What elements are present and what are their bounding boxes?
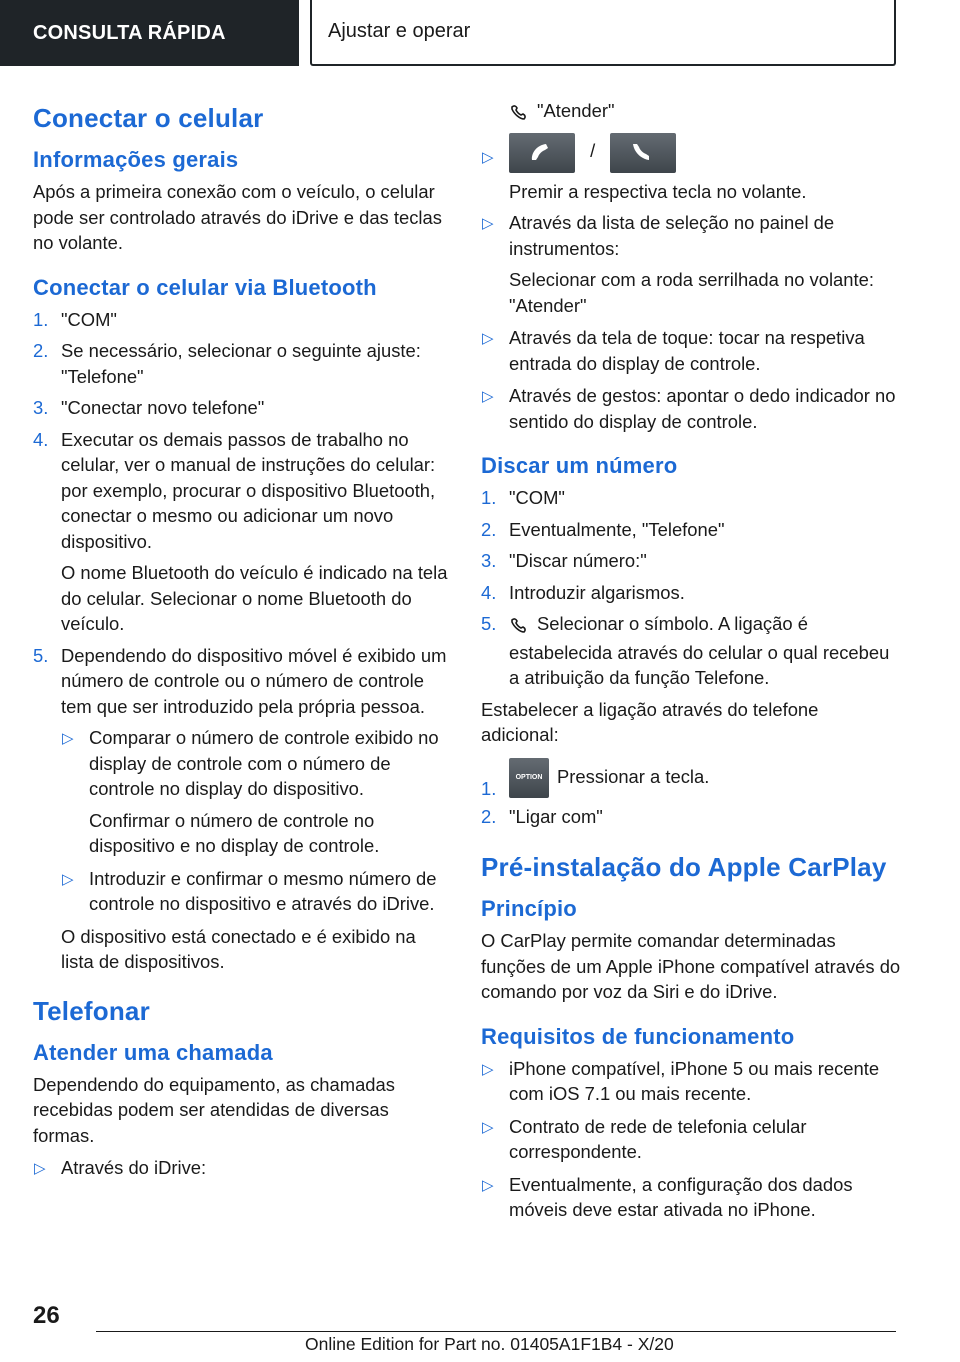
step-number: 5. bbox=[33, 644, 49, 666]
list-item bbox=[33, 307, 453, 333]
step-end-text: O dispositivo está conectado e é exibido na lista de dispositivos. bbox=[61, 925, 416, 972]
list-item bbox=[481, 1114, 901, 1165]
step-number: 1. bbox=[481, 777, 497, 799]
phone-icon bbox=[509, 614, 531, 640]
triangle-bullet-icon: ▷ bbox=[482, 330, 494, 347]
list-item bbox=[481, 210, 901, 318]
bullet-text: iPhone compatível, iPhone 5 ou mais recente com iOS 7.1 ou mais recente. bbox=[509, 1057, 880, 1104]
heading-dial-number: Discar um número bbox=[481, 453, 678, 478]
list-item bbox=[481, 580, 901, 606]
phone-icon bbox=[509, 101, 531, 127]
step-number: 5. bbox=[481, 613, 497, 634]
step-number: 3. bbox=[481, 550, 497, 571]
triangle-bullet-icon: ▷ bbox=[482, 148, 494, 166]
heading-principle: Princípio bbox=[481, 896, 577, 921]
step-text: "Ligar com" bbox=[509, 805, 603, 827]
bullet-text: Contrato de rede de telefonia celular correspondente. bbox=[509, 1115, 807, 1162]
answer-text: Dependendo do equipamento, as chamadas recebidas podem ser atendidas de diversas formas. bbox=[33, 1073, 395, 1146]
footer-edition: Online Edition for Part no. 01405A1F1B4 - X/20 bbox=[305, 1334, 674, 1354]
step-text: Eventualmente, "Telefone" bbox=[509, 518, 725, 540]
bullet-text: Comparar o número de controle exibido no display de controle com o número de controle no display do dispositivo. bbox=[89, 727, 439, 799]
left-column bbox=[33, 98, 453, 1188]
bullet-text: Através da lista de seleção no painel de instrumentos: bbox=[509, 212, 835, 259]
bullet-text: Através do iDrive: bbox=[61, 1157, 207, 1178]
step-text: Executar os demais passos de trabalho no celular, ver o manual de instruções do celular: por exemplo, procurar o dispositivo Bluetooth, conectar o mesmo ou adicionar um novo dispositivo. bbox=[61, 428, 436, 552]
list-item bbox=[33, 643, 453, 975]
list-item bbox=[481, 1056, 901, 1107]
heading-general-info: Informações gerais bbox=[33, 147, 239, 172]
step-text: "COM" bbox=[61, 308, 117, 330]
bullet-text: Através da tela de toque: tocar na respetiva entrada do display de controle. bbox=[509, 327, 865, 374]
page-header bbox=[0, 0, 960, 66]
list-item bbox=[481, 133, 901, 205]
step-number: 2. bbox=[481, 805, 497, 827]
triangle-bullet-icon: ▷ bbox=[482, 215, 494, 232]
list-item bbox=[481, 383, 901, 434]
triangle-bullet-icon: ▷ bbox=[62, 730, 74, 747]
footer-divider bbox=[96, 1331, 896, 1332]
heading-carplay: Pré-instalação do Apple CarPlay bbox=[481, 852, 887, 882]
end-call-key-icon bbox=[610, 133, 676, 173]
bullet-text: Eventualmente, a configuração dos dados móveis deve estar ativada no iPhone. bbox=[509, 1173, 853, 1220]
step-text: Selecionar o símbolo. A ligação é estabelecida através do celular o qual recebeu a atribuição da função Telefone. bbox=[509, 613, 890, 688]
answer-menu-line bbox=[481, 98, 901, 127]
list-item bbox=[481, 485, 901, 511]
step-number: 1. bbox=[481, 487, 497, 508]
step-number: 2. bbox=[481, 518, 497, 540]
triangle-bullet-icon: ▷ bbox=[482, 1118, 494, 1136]
list-item bbox=[481, 804, 901, 830]
answer-menu-label: "Atender" bbox=[537, 100, 615, 121]
heading-bluetooth: Conectar o celular via Bluetooth bbox=[33, 274, 377, 300]
page-number: 26 bbox=[33, 1302, 60, 1329]
triangle-bullet-icon: ▷ bbox=[34, 1160, 46, 1177]
heading-telephone: Telefonar bbox=[33, 995, 150, 1026]
step-text: Introduzir algarismos. bbox=[509, 581, 685, 603]
step-text: Pressionar a tecla. bbox=[557, 765, 710, 787]
list-item bbox=[481, 611, 901, 691]
list-item bbox=[61, 725, 453, 859]
step-text: "Conectar novo telefone" bbox=[61, 397, 265, 418]
step-number: 2. bbox=[33, 340, 49, 361]
heading-answer-call: Atender uma chamada bbox=[33, 1039, 273, 1065]
step-number: 4. bbox=[33, 428, 49, 450]
section-tab: CONSULTA RÁPIDA bbox=[0, 0, 299, 66]
triangle-bullet-icon: ▷ bbox=[482, 1060, 494, 1078]
keys-separator: / bbox=[590, 140, 596, 162]
step-text: "COM" bbox=[509, 487, 565, 508]
chapter-tab: Ajustar e operar bbox=[310, 0, 896, 66]
list-item bbox=[481, 1172, 901, 1223]
additional-phone-text: Estabelecer a ligação através do telefone adicional: bbox=[481, 698, 819, 745]
triangle-bullet-icon: ▷ bbox=[62, 870, 74, 888]
list-item bbox=[33, 427, 453, 637]
bullet-text: Introduzir e confirmar o mesmo número de controle no dispositivo e através do iDrive. bbox=[89, 867, 437, 914]
right-column bbox=[481, 98, 901, 1230]
bullet-note: Confirmar o número de controle no dispositivo e no display de controle. bbox=[89, 809, 380, 856]
bullet-note: Selecionar com a roda serrilhada no volante: "Atender" bbox=[509, 269, 874, 316]
list-item bbox=[481, 548, 901, 574]
list-item bbox=[33, 1155, 453, 1181]
step-note: O nome Bluetooth do veículo é indicado na tela do celular. Selecionar o nome Bluetooth do veículo. bbox=[61, 562, 448, 634]
step-text: Dependendo do dispositivo móvel é exibido um número de controle ou o número de controle tem que ser introduzido pela própria pessoa. bbox=[61, 644, 447, 717]
triangle-bullet-icon: ▷ bbox=[482, 1176, 494, 1194]
heading-requirements: Requisitos de funcionamento bbox=[481, 1023, 795, 1049]
principle-text: O CarPlay permite comandar determinadas funções de um Apple iPhone compatível através do comando por voz da Siri e do iDrive. bbox=[481, 930, 901, 1002]
keys-note: Premir a respectiva tecla no volante. bbox=[509, 180, 807, 202]
list-item bbox=[33, 395, 453, 421]
triangle-bullet-icon: ▷ bbox=[482, 388, 494, 405]
general-info-text: Após a primeira conexão com o veículo, o celular pode ser controlado através do iDrive e das teclas no volante. bbox=[33, 181, 442, 253]
list-item bbox=[481, 758, 901, 798]
list-item bbox=[61, 866, 453, 917]
answer-call-key-icon bbox=[509, 133, 575, 173]
option-key-icon: OPTION bbox=[509, 758, 549, 798]
list-item bbox=[481, 325, 901, 376]
step-number: 4. bbox=[481, 581, 497, 603]
heading-connect-phone: Conectar o celular bbox=[33, 103, 264, 133]
step-number: 3. bbox=[33, 397, 49, 418]
step-number: 1. bbox=[33, 308, 49, 330]
step-text: Se necessário, selecionar o seguinte ajuste: "Telefone" bbox=[61, 340, 421, 387]
list-item bbox=[33, 338, 453, 389]
bullet-text: Através de gestos: apontar o dedo indicador no sentido do display de controle. bbox=[509, 385, 896, 432]
step-text: "Discar número:" bbox=[509, 550, 647, 571]
list-item bbox=[481, 517, 901, 543]
